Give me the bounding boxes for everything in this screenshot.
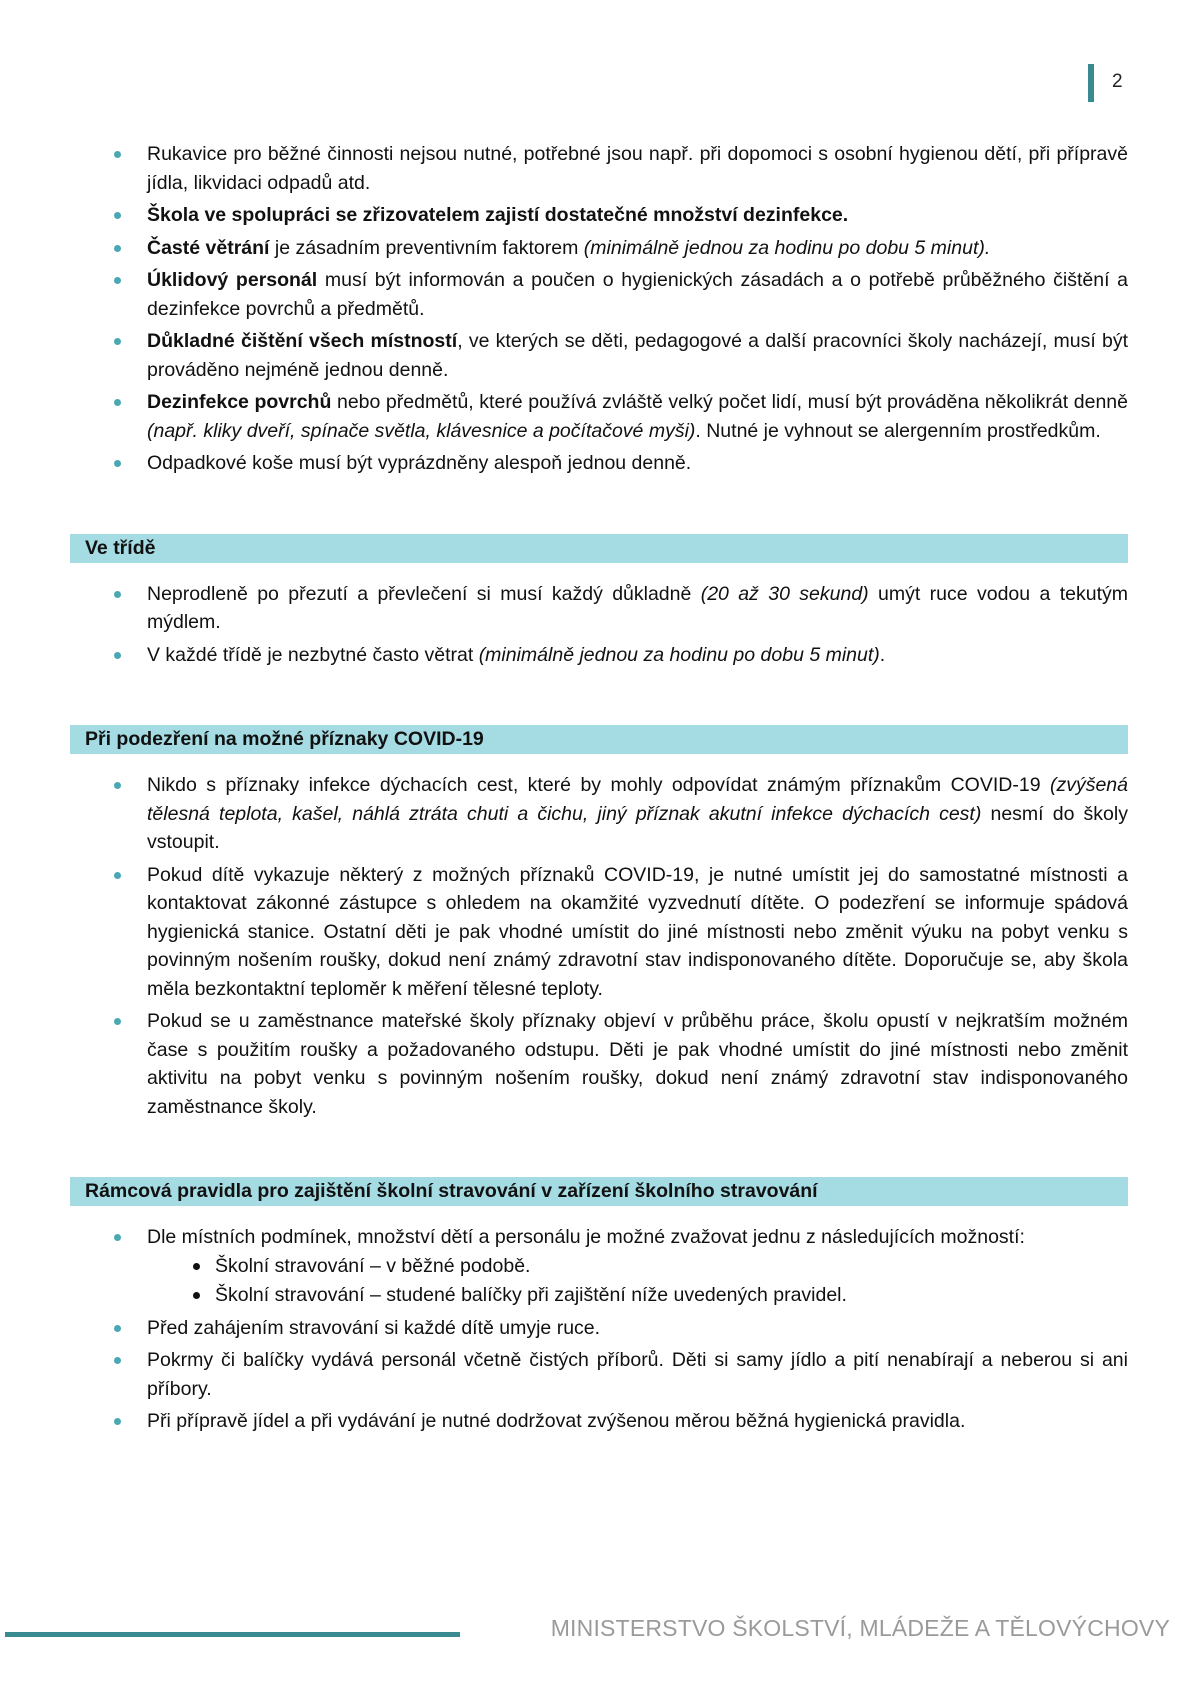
text-run: Pokud dítě vykazuje některý z možných příznaků COVID-19, je nutné umístit jej do samostatné místnosti a kontaktovat zákonné zástupce s ohledem na okamžité vyzvednutí dítěte. O podezření se informuje spádová hygienická stanice. Ostatní děti je pak vhodné umístit do jiné místnosti nebo změnit výuku na pobyt venku s povinným nošením roušky, dokud není známý zdravotní stav indisponovaného dítěte. Doporučuje se, aby škola měla bezkontaktní teploměr k měření tělesné teploty.	[147, 863, 1128, 1000]
italic-text: (např. kliky dveří, spínače světla, klávesnice a počítačové myši)	[147, 419, 696, 442]
meals-intro: Dle místních podmínek, množství dětí a personálu je možné zvažovat jednu z následujících možností:	[147, 1226, 1025, 1248]
list-item	[70, 861, 1128, 1004]
footer-line	[5, 1632, 460, 1637]
covid-list	[70, 771, 1128, 1121]
text-run: V každé třídě je nezbytné často větrat	[147, 643, 479, 666]
text-run: Nikdo s příznaky infekce dýchacích cest, které by mohly odpovídat známým příznakům COVID-19	[147, 774, 1050, 796]
text-run: Pokud se u zaměstnance mateřské školy příznaky objeví v průběhu práce, školu opustí v nejkratším možném čase s použitím roušky a požadovaného odstupu. Děti je pak vhodné umístit do jiné místnosti nebo změnit aktivitu na pobyt venku s povinným nošením roušky, dokud není známý zdravotní stav indisponovaného zaměstnance školy.	[147, 1010, 1128, 1118]
italic-text: (20 až 30 sekund)	[700, 582, 869, 605]
text-run: je zásadním preventivním faktorem	[269, 236, 584, 259]
text-run: umýt ruce vodou a tekutým mýdlem.	[147, 582, 1128, 633]
italic-text: (zvýšená tělesná teplota, kašel, náhlá ztráta chuti a čichu, jiný příznak akutní infekce dýchacích cest)	[147, 774, 1128, 825]
text-run: . Nutné je vyhnout se alergenním prostředkům.	[695, 419, 1101, 442]
list-item	[70, 771, 1128, 857]
list-item	[70, 388, 1128, 445]
text-run: , ve kterých se děti, pedagogové a další pracovníci školy nacházejí, musí být prováděno nejméně jednou denně.	[147, 330, 1129, 381]
text-run: Neprodleně po přezutí a převlečení si musí každý důkladně	[147, 582, 701, 605]
list-item: Pokrmy či balíčky vydává personál včetně čistých příborů. Děti si samy jídlo a pití nenabírají a neberou si ani příbory.	[70, 1346, 1128, 1403]
meals-options	[147, 1252, 1128, 1310]
list-item	[70, 327, 1128, 384]
bold-text: Důkladné čištění všech místností	[147, 330, 458, 352]
list-item	[70, 1007, 1128, 1121]
section-heading-covid: Při podezření na možné příznaky COVID-19	[70, 725, 1128, 754]
document-body	[70, 140, 1128, 1440]
list-item	[70, 580, 1128, 637]
meals-list	[70, 1223, 1128, 1436]
text-run: .	[879, 643, 886, 666]
sub-list-item: Školní stravování – studené balíčky při zajištění níže uvedených pravidel.	[147, 1281, 1128, 1310]
list-item	[70, 140, 1128, 197]
list-item: Před zahájením stravování si každé dítě umyje ruce.	[70, 1314, 1128, 1343]
text-run: Odpadkové koše musí být vyprázdněny alespoň jednou denně.	[147, 452, 692, 474]
list-item	[70, 266, 1128, 323]
text-run: Rukavice pro běžné činnosti nejsou nutné, potřebné jsou např. při dopomoci s osobní hygienou dětí, při přípravě jídla, likvidaci odpadů atd.	[147, 143, 1128, 194]
italic-text: (minimálně jednou za hodinu po dobu 5 minut)	[478, 643, 880, 666]
list-item	[70, 641, 1128, 670]
list-item	[70, 449, 1128, 478]
sub-list-item: Školní stravování – v běžné podobě.	[147, 1252, 1128, 1281]
list-item	[70, 201, 1128, 230]
italic-text: (minimálně jednou za hodinu po dobu 5 minut).	[583, 236, 991, 259]
text-run: nebo předmětů, které používá zvláště velký počet lidí, musí být prováděna několikrát denně	[331, 391, 1128, 413]
page-number: 2	[1112, 71, 1123, 92]
list-item	[70, 234, 1128, 263]
bold-text: Škola ve spolupráci se zřizovatelem zajistí dostatečné množství dezinfekce.	[147, 204, 849, 226]
bold-text: Dezinfekce povrchů	[147, 391, 332, 413]
section-heading-classroom: Ve třídě	[70, 534, 1128, 563]
bold-text: Úklidový personál	[147, 269, 318, 291]
text-run: nesmí do školy vstoupit.	[147, 802, 1128, 853]
list-item	[70, 1223, 1128, 1310]
text-run: musí být informován a poučen o hygienických zásadách a o potřebě průběžného čištění a dezinfekce povrchů a předmětů.	[147, 269, 1129, 320]
section-heading-meals: Rámcová pravidla pro zajištění školní stravování v zařízení školního stravování	[70, 1177, 1128, 1206]
general-list	[70, 140, 1128, 478]
bold-text: Časté větrání	[147, 236, 270, 259]
page-marker	[1088, 64, 1094, 102]
classroom-list	[70, 580, 1128, 670]
list-item: Při přípravě jídel a při vydávání je nutné dodržovat zvýšenou měrou běžná hygienická pravidla.	[70, 1407, 1128, 1436]
footer-ministry-name: MINISTERSTVO ŠKOLSTVÍ, MLÁDEŽE A TĚLOVÝCHOVY	[550, 1615, 1170, 1641]
